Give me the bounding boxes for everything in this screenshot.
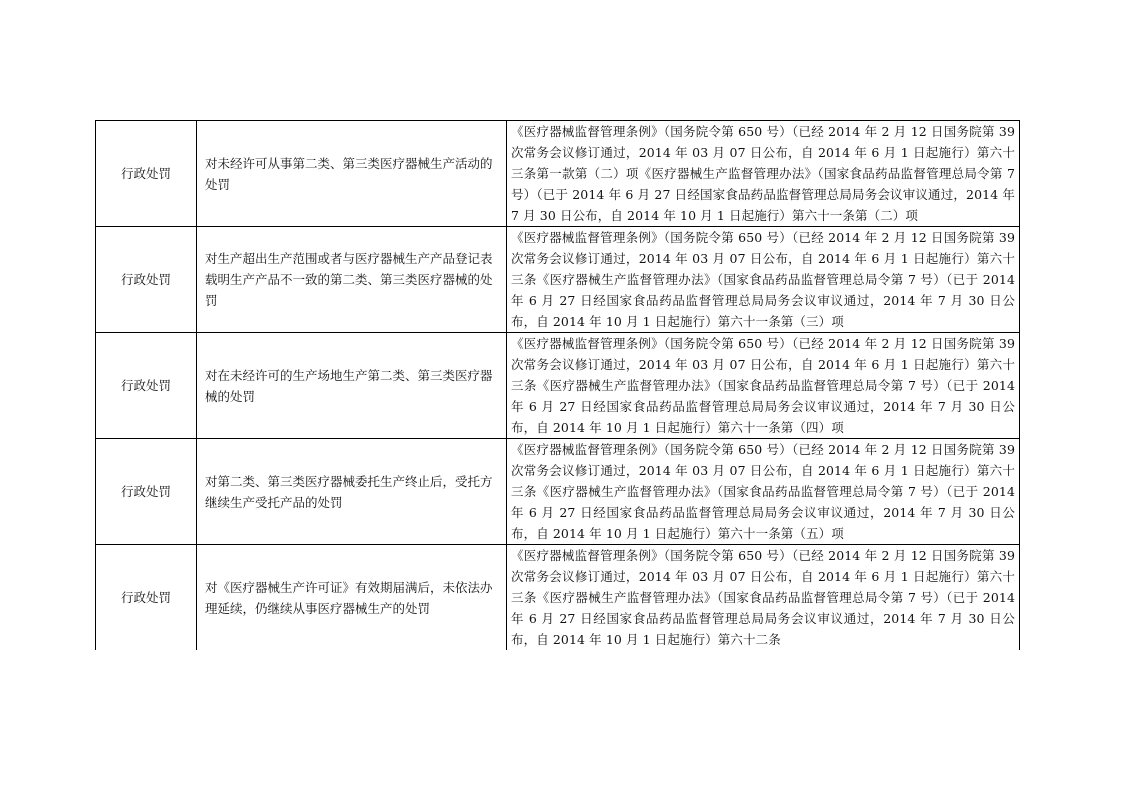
category-cell: 行政处罚	[96, 545, 197, 651]
item-cell: 对在未经许可的生产场地生产第二类、第三类医疗器械的处罚	[197, 333, 507, 439]
legal-basis-cell: 《医疗器械监督管理条例》（国务院令第 650 号）（已经 2014 年 2 月 12 日国务院第 39 次常务会议修订通过，2014 年 03 月 07 日公布，自 2014 年 6 月 1 日起施行）第六十三条《医疗器械生产监督管理办法》（国家食品药品监督管理总局令第 7 号）（已于 2014 年 6 月 27 日经国家食品药品监督管理总局局务会议审议通过，2014 年 7 月 30 日公布，自 2014 年 10 月 1 日起施行）第六十一条第（三）项	[507, 227, 1020, 333]
item-cell: 对第二类、第三类医疗器械委托生产终止后，受托方继续生产受托产品的处罚	[197, 439, 507, 545]
legal-basis-cell: 《医疗器械监督管理条例》（国务院令第 650 号）（已经 2014 年 2 月 12 日国务院第 39 次常务会议修订通过，2014 年 03 月 07 日公布，自 2014 年 6 月 1 日起施行）第六十三条第一款第（二）项《医疗器械生产监督管理办法》（国家食品药品监督管理总局令第 7 号）（已于 2014 年 6 月 27 日经国家食品药品监督管理总局局务会议审议通过，2014 年 7 月 30 日公布，自 2014 年 10 月 1 日起施行）第六十一条第（二）项	[507, 121, 1020, 227]
table-row	[96, 121, 1020, 227]
legal-basis-cell: 《医疗器械监督管理条例》（国务院令第 650 号）（已经 2014 年 2 月 12 日国务院第 39 次常务会议修订通过，2014 年 03 月 07 日公布，自 2014 年 6 月 1 日起施行）第六十三条《医疗器械生产监督管理办法》（国家食品药品监督管理总局令第 7 号）（已于 2014 年 6 月 27 日经国家食品药品监督管理总局局务会议审议通过，2014 年 7 月 30 日公布，自 2014 年 10 月 1 日起施行）第六十一条第（四）项	[507, 333, 1020, 439]
penalty-table	[95, 120, 1020, 650]
item-cell: 对未经许可从事第二类、第三类医疗器械生产活动的处罚	[197, 121, 507, 227]
item-cell: 对生产超出生产范围或者与医疗器械生产产品登记表载明生产产品不一致的第二类、第三类医疗器械的处罚	[197, 227, 507, 333]
category-cell: 行政处罚	[96, 439, 197, 545]
table-row	[96, 227, 1020, 333]
category-cell: 行政处罚	[96, 121, 197, 227]
table-row	[96, 333, 1020, 439]
category-cell: 行政处罚	[96, 333, 197, 439]
table-row	[96, 545, 1020, 651]
category-cell: 行政处罚	[96, 227, 197, 333]
legal-basis-cell: 《医疗器械监督管理条例》（国务院令第 650 号）（已经 2014 年 2 月 12 日国务院第 39 次常务会议修订通过，2014 年 03 月 07 日公布，自 2014 年 6 月 1 日起施行）第六十三条《医疗器械生产监督管理办法》（国家食品药品监督管理总局令第 7 号）（已于 2014 年 6 月 27 日经国家食品药品监督管理总局局务会议审议通过，2014 年 7 月 30 日公布，自 2014 年 10 月 1 日起施行）第六十一条第（五）项	[507, 439, 1020, 545]
legal-basis-cell: 《医疗器械监督管理条例》（国务院令第 650 号）（已经 2014 年 2 月 12 日国务院第 39 次常务会议修订通过，2014 年 03 月 07 日公布，自 2014 年 6 月 1 日起施行）第六十三条《医疗器械生产监督管理办法》（国家食品药品监督管理总局令第 7 号）（已于 2014 年 6 月 27 日经国家食品药品监督管理总局局务会议审议通过，2014 年 7 月 30 日公布，自 2014 年 10 月 1 日起施行）第六十二条	[507, 545, 1020, 651]
item-cell: 对《医疗器械生产许可证》有效期届满后，未依法办理延续，仍继续从事医疗器械生产的处罚	[197, 545, 507, 651]
table-row	[96, 439, 1020, 545]
